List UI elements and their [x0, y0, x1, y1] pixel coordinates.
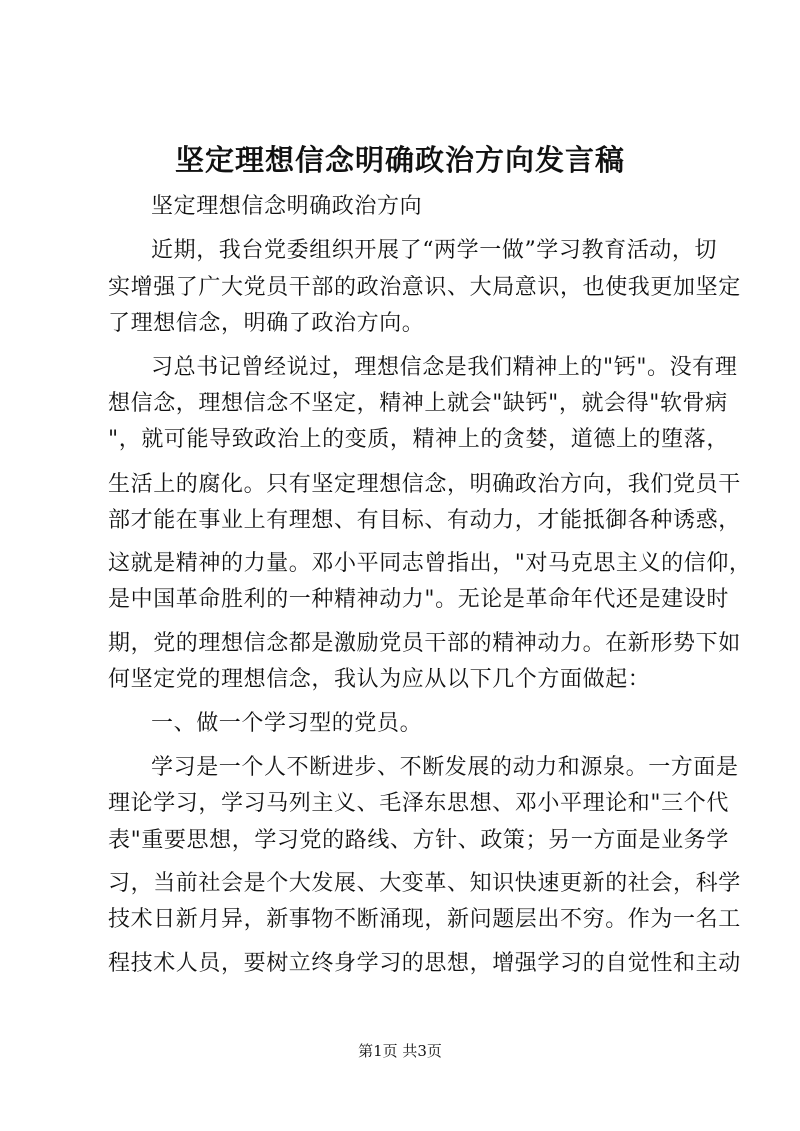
body-line: 实增强了广大党员干部的政治意识、大局意识，也使我更加坚定	[108, 275, 741, 300]
body-line: 习总书记曾经说过，理想信念是我们精神上的"钙"。没有理	[151, 355, 738, 380]
body-line: 何坚定党的理想信念，我认为应从以下几个方面做起：	[108, 667, 651, 692]
body-line: "，就可能导致政治上的变质，精神上的贪婪，道德上的堕落，	[108, 427, 729, 452]
body-line: 习，当前社会是个大发展、大变革、知识快速更新的社会，科学	[108, 871, 741, 896]
body-line: 学习是一个人不断进步、不断发展的动力和源泉。一方面是	[151, 755, 739, 780]
body-line: 是中国革命胜利的一种精神动力"。无论是革命年代还是建设时	[108, 587, 729, 612]
subtitle-line: 坚定理想信念明确政治方向	[151, 194, 423, 219]
body-line: 近期，我台党委组织开展了“两学一做”学习教育活动，切	[151, 238, 718, 263]
body-line: 了理想信念，明确了政治方向。	[108, 311, 425, 336]
body-line: 技术日新月异，新事物不断涌现，新问题层出不穷。作为一名工	[108, 907, 741, 932]
body-line: 生活上的腐化。只有坚定理想信念，明确政治方向，我们党员干	[108, 472, 741, 497]
body-line: 表"重要思想，学习党的路线、方针、政策；另一方面是业务学	[108, 828, 729, 853]
body-line: 想信念，理想信念不坚定，精神上就会"缺钙"，就会得"软骨病	[108, 391, 728, 416]
body-line: 程技术人员，要树立终身学习的思想，增强学习的自觉性和主动	[108, 951, 741, 976]
body-line: 这就是精神的力量。邓小平同志曾指出，"对马克思主义的信仰，	[108, 551, 752, 576]
body-line: 理论学习，学习马列主义、毛泽东思想、邓小平理论和"三个代	[108, 791, 729, 816]
document-title: 坚定理想信念明确政治方向发言稿	[174, 143, 625, 177]
page-number-footer: 第1页 共3页	[358, 1042, 442, 1060]
body-line: 部才能在事业上有理想、有目标、有动力，才能抵御各种诱惑，	[108, 508, 741, 533]
body-line: 期，党的理想信念都是激励党员干部的精神动力。在新形势下如	[108, 631, 741, 656]
section-heading: 一、做一个学习型的党员。	[151, 711, 423, 736]
